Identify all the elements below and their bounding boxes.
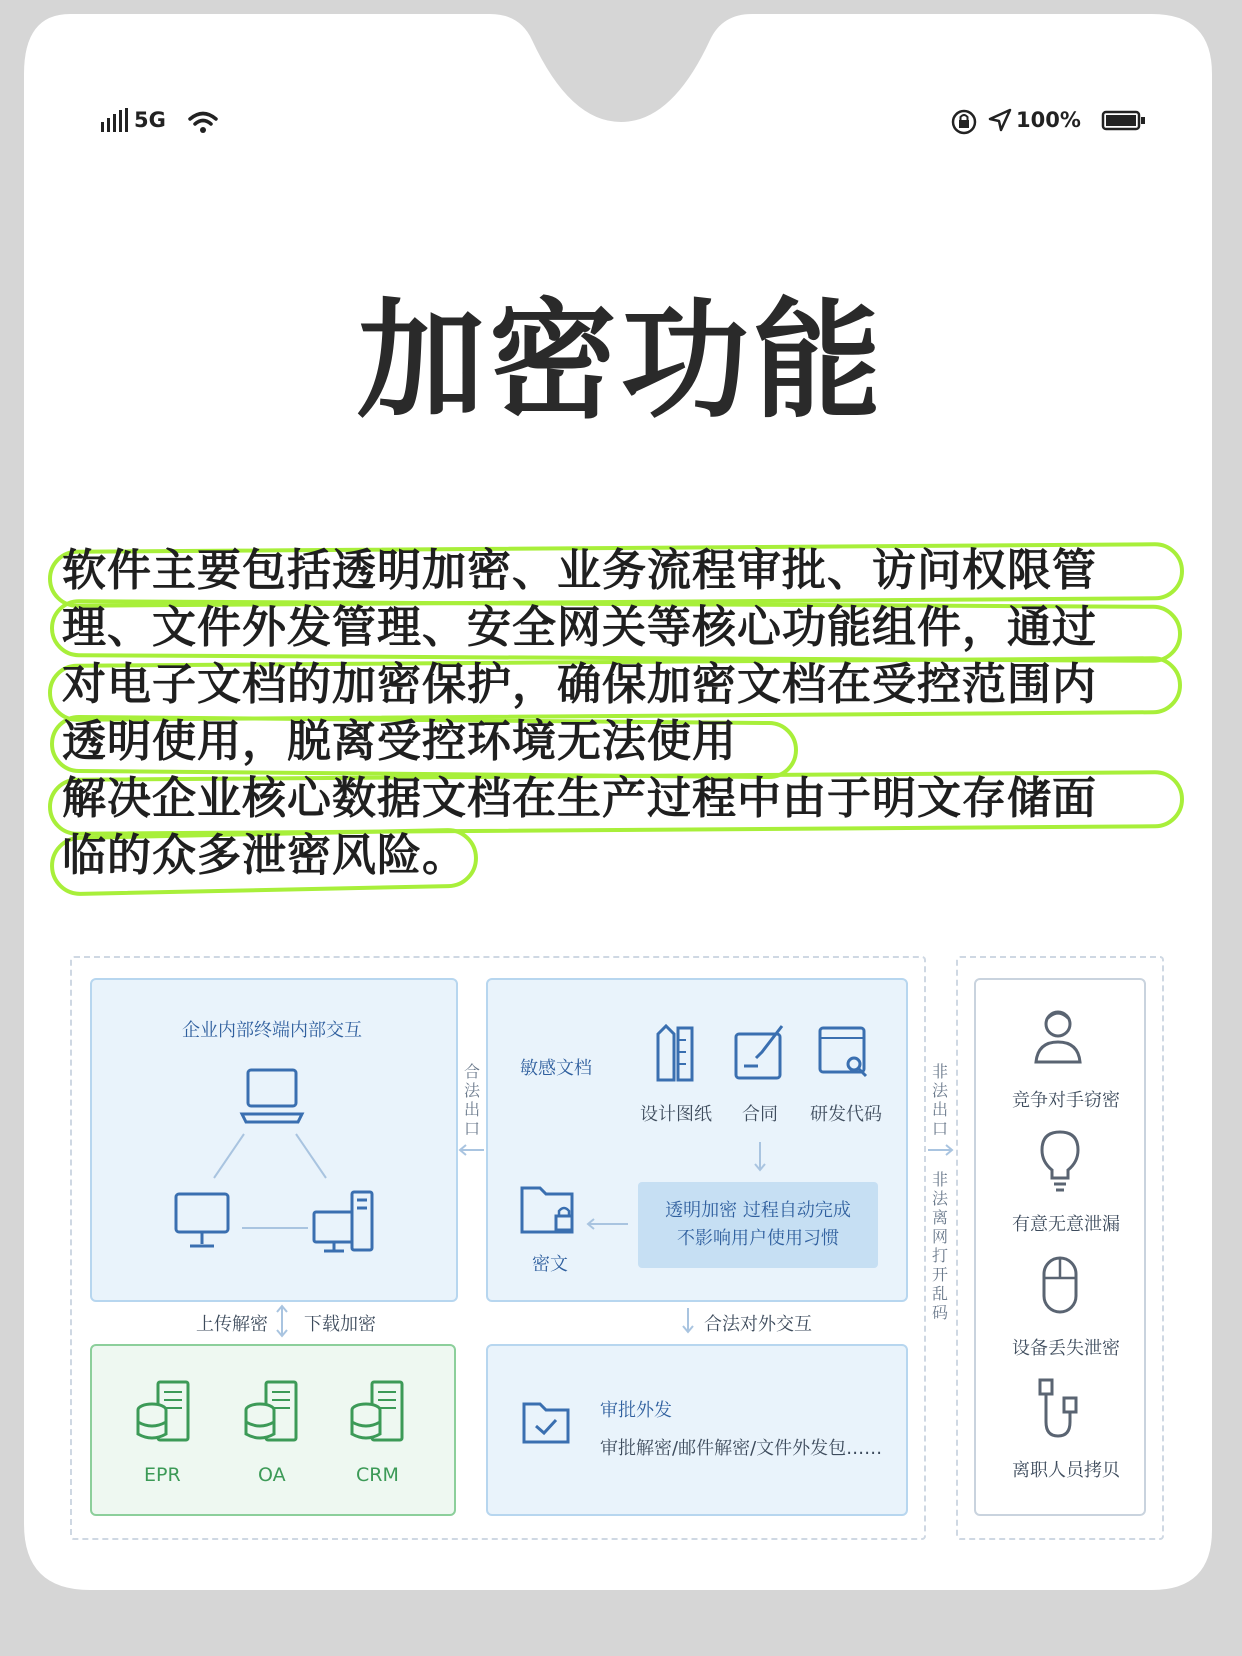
- lightbulb-icon: [1040, 1130, 1080, 1192]
- battery-icon: [1102, 111, 1146, 131]
- doc-type-label: 研发代码: [810, 1104, 882, 1125]
- system-label: EPR: [144, 1464, 181, 1486]
- rotation-lock-icon: [950, 108, 978, 136]
- usb-cable-icon: [1036, 1378, 1084, 1442]
- down-arrow-icon: [682, 1306, 694, 1336]
- server-database-icon: [242, 1380, 302, 1446]
- mouse-icon: [1042, 1256, 1078, 1316]
- down-arrow-icon: [754, 1140, 766, 1174]
- system-label: CRM: [356, 1464, 399, 1486]
- laptop-icon: [242, 1068, 302, 1126]
- connection-arrows: [200, 1130, 350, 1230]
- paragraph-line: 理、文件外发管理、安全网关等核心功能组件，通过: [62, 602, 1097, 653]
- signal-type-label: 5G: [134, 108, 166, 132]
- left-arrow-icon: [584, 1218, 630, 1230]
- doc-type-label: 合同: [742, 1104, 778, 1125]
- illegal-exit-label: 非法出口: [931, 1062, 948, 1138]
- left-arrow-icon: [456, 1144, 486, 1156]
- page-title: 加密功能: [356, 287, 885, 436]
- risk-label: 竞争对手窃密: [1012, 1090, 1120, 1111]
- paragraph-line: 软件主要包括透明加密、业务流程审批、访问权限管: [62, 545, 1097, 596]
- paragraph-line: 解决企业核心数据文档在生产过程中由于明文存储面: [62, 773, 1097, 824]
- risk-label: 设备丢失泄密: [1012, 1338, 1120, 1359]
- encrypted-folder-icon: [520, 1180, 580, 1238]
- wifi-icon: [188, 110, 218, 134]
- paragraph-line: 透明使用，脱离受控环境无法使用: [62, 716, 737, 767]
- legal-exit-label: 合法出口: [463, 1062, 480, 1138]
- system-label: OA: [258, 1464, 286, 1486]
- code-window-icon: [818, 1024, 870, 1080]
- upload-decrypt-label: 上传解密: [196, 1314, 268, 1335]
- approved-folder-icon: [522, 1398, 572, 1446]
- risk-label: 有意无意泄漏: [1012, 1214, 1120, 1235]
- server-database-icon: [134, 1380, 194, 1446]
- auto-encrypt-line2: 不影响用户使用习惯: [677, 1228, 839, 1249]
- legal-external-label: 合法对外交互: [704, 1314, 812, 1335]
- battery-percent: 100%: [1016, 108, 1081, 132]
- approval-title: 审批外发: [600, 1400, 672, 1421]
- download-encrypt-label: 下载加密: [304, 1314, 376, 1335]
- internal-panel-title: 企业内部终端内部交互: [182, 1020, 362, 1041]
- cipher-label: 密文: [532, 1254, 568, 1275]
- location-arrow-icon: [988, 108, 1012, 134]
- paragraph-line: 对电子文档的加密保护，确保加密文档在受控范围内: [62, 659, 1097, 710]
- right-arrow-icon: [926, 1144, 956, 1156]
- auto-encrypt-line1: 透明加密 过程自动完成: [665, 1200, 851, 1221]
- person-icon: [1034, 1006, 1082, 1066]
- sensitive-docs-label: 敏感文档: [520, 1058, 592, 1079]
- paragraph-line: 临的众多泄密风险。: [62, 830, 467, 881]
- risk-label: 离职人员拷贝: [1012, 1460, 1120, 1481]
- doc-type-label: 设计图纸: [640, 1104, 712, 1125]
- design-drawing-icon: [652, 1024, 696, 1086]
- server-database-icon: [348, 1380, 408, 1446]
- up-down-arrow-icon: [276, 1304, 288, 1338]
- contract-icon: [732, 1022, 788, 1082]
- illegal-network-label: 非法离网打开乱码: [931, 1170, 948, 1322]
- signal-bars-icon: [101, 108, 131, 134]
- auto-encrypt-box: [638, 1182, 878, 1268]
- status-bar: [0, 100, 1242, 140]
- approval-description: 审批解密/邮件解密/文件外发包……: [600, 1438, 883, 1459]
